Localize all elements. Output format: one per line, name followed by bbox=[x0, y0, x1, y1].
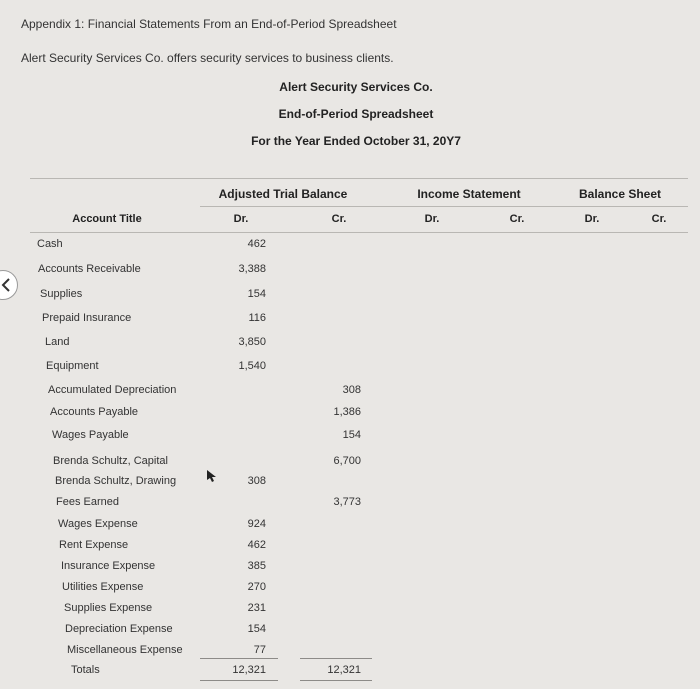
top-rule bbox=[30, 178, 688, 179]
atb-dr-amount: 308 bbox=[247, 475, 266, 487]
atb-dr-amount: 77 bbox=[253, 644, 266, 656]
intro-text: Alert Security Services Co. offers security services to business clients. bbox=[21, 51, 394, 65]
atb-dr-amount: 924 bbox=[247, 518, 266, 530]
atb-dr-amount: 462 bbox=[247, 539, 266, 551]
atb-dr-amount: 154 bbox=[247, 623, 266, 635]
atb-dr-amount: 3,850 bbox=[238, 336, 266, 348]
account-title: Accounts Receivable bbox=[38, 263, 141, 275]
group-rule bbox=[200, 206, 688, 207]
account-title: Fees Earned bbox=[56, 496, 119, 508]
atb-dr-amount: 3,388 bbox=[238, 263, 266, 275]
appendix-title: Appendix 1: Financial Statements From an End-of-Period Spreadsheet bbox=[21, 17, 397, 31]
totals-double-rule-dr bbox=[200, 680, 278, 681]
atb-dr-amount: 462 bbox=[247, 238, 266, 250]
account-title: Cash bbox=[37, 238, 63, 250]
is-dr-header: Dr. bbox=[424, 213, 440, 225]
chevron-left-icon bbox=[1, 278, 11, 292]
account-title: Wages Payable bbox=[52, 429, 129, 441]
account-title: Depreciation Expense bbox=[65, 623, 173, 635]
group-income-statement: Income Statement bbox=[417, 187, 521, 201]
atb-dr-amount: 116 bbox=[248, 312, 266, 324]
atb-cr-header: Cr. bbox=[331, 213, 347, 225]
statement-title: End-of-Period Spreadsheet bbox=[278, 107, 434, 121]
group-adjusted-trial-balance: Adjusted Trial Balance bbox=[218, 187, 348, 201]
account-title: Wages Expense bbox=[58, 518, 138, 530]
account-title: Brenda Schultz, Drawing bbox=[55, 475, 177, 487]
totals-top-rule-cr bbox=[300, 658, 372, 659]
header-rule bbox=[30, 232, 688, 233]
account-title: Insurance Expense bbox=[61, 560, 156, 572]
group-balance-sheet: Balance Sheet bbox=[578, 187, 662, 201]
account-title: Rent Expense bbox=[59, 539, 129, 551]
account-title: Totals bbox=[71, 664, 100, 676]
atb-cr-amount: 3,773 bbox=[333, 496, 361, 508]
back-button[interactable] bbox=[0, 270, 18, 300]
account-title: Land bbox=[45, 336, 70, 348]
account-title: Supplies Expense bbox=[64, 602, 153, 614]
atb-dr-amount: 385 bbox=[247, 560, 266, 572]
atb-cr-amount: 154 bbox=[342, 429, 361, 441]
atb-dr-amount: 231 bbox=[247, 602, 266, 614]
atb-cr-amount: 6,700 bbox=[333, 455, 361, 467]
account-title: Prepaid Insurance bbox=[42, 312, 132, 324]
totals-double-rule-cr bbox=[300, 680, 372, 681]
company-name: Alert Security Services Co. bbox=[279, 80, 433, 94]
bs-dr-header: Dr. bbox=[584, 213, 600, 225]
account-title: Accumulated Depreciation bbox=[48, 384, 177, 396]
atb-dr-amount: 270 bbox=[247, 581, 266, 593]
atb-dr-amount: 12,321 bbox=[232, 664, 266, 676]
account-title: Utilities Expense bbox=[62, 581, 144, 593]
atb-cr-amount: 1,386 bbox=[333, 406, 361, 418]
mouse-cursor-icon bbox=[207, 470, 217, 482]
account-title-header: Account Title bbox=[72, 213, 142, 225]
period-line: For the Year Ended October 31, 20Y7 bbox=[251, 134, 461, 148]
atb-dr-amount: 1,540 bbox=[238, 360, 266, 372]
atb-cr-amount: 308 bbox=[342, 384, 361, 396]
bs-cr-header: Cr. bbox=[651, 213, 667, 225]
atb-cr-amount: 12,321 bbox=[327, 664, 361, 676]
account-title: Miscellaneous Expense bbox=[67, 644, 183, 656]
totals-top-rule-dr bbox=[200, 658, 278, 659]
account-title: Equipment bbox=[46, 360, 99, 372]
account-title: Brenda Schultz, Capital bbox=[53, 455, 168, 467]
atb-dr-header: Dr. bbox=[233, 213, 249, 225]
atb-dr-amount: 154 bbox=[247, 288, 266, 300]
account-title: Supplies bbox=[40, 288, 83, 300]
account-title: Accounts Payable bbox=[50, 406, 139, 418]
is-cr-header: Cr. bbox=[509, 213, 525, 225]
